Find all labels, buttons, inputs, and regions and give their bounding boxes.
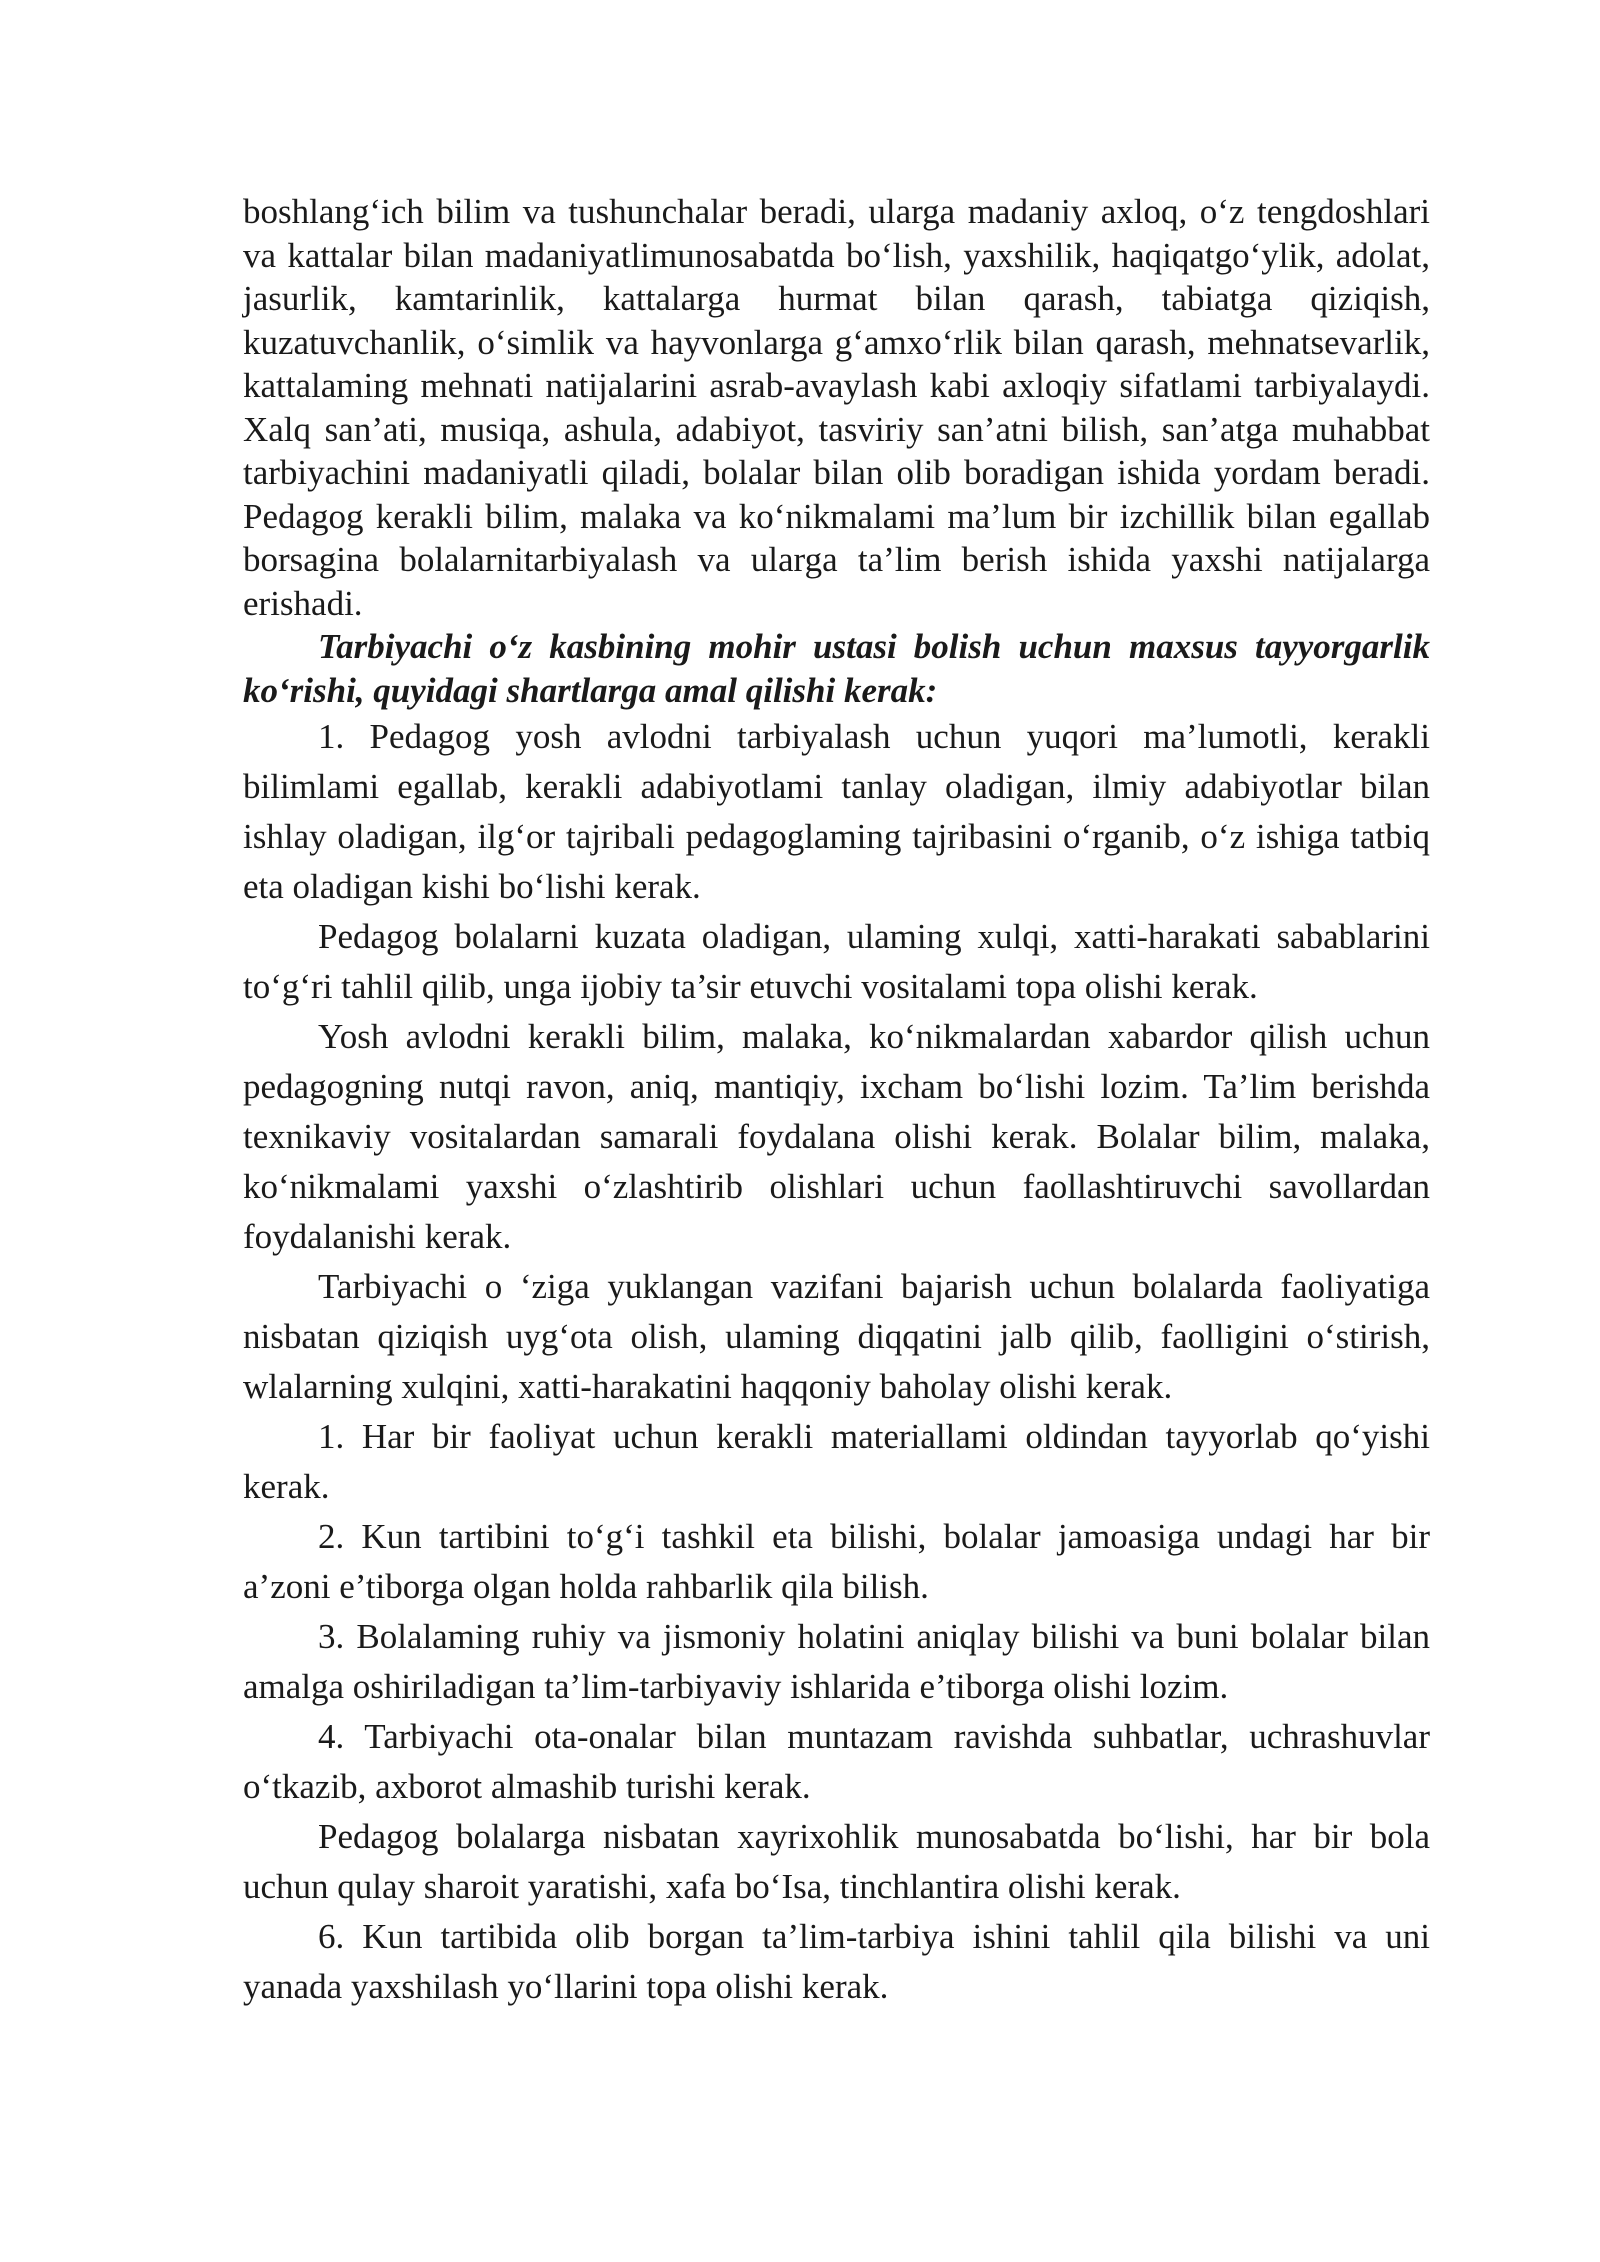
list-item-schedule: 2. Kun tartibini to‘g‘i tashkil eta bilishi, bolalar jamoasiga undagi har bir a’zoni e’tiborga olgan holda rahbarlik qila bilish. xyxy=(243,1517,1430,1606)
paragraph-observation: Pedagog bolalarni kuzata oladigan, ulaming xulqi, xatti-harakati sabablarini to‘g‘ri tahlil qilib, unga ijobiy ta’sir etuvchi vositalami topa olishi kerak. xyxy=(243,917,1430,1006)
list-item-materials: 1. Har bir faoliyat uchun kerakli materiallami oldindan tayyorlab qo‘yishi kerak. xyxy=(243,1417,1430,1506)
paragraph-intro-continuation: boshlang‘ich bilim va tushunchalar beradi, ularga madaniy axloq, o‘z tengdoshlari va kattalar bilan madaniyatlimunosabatda bo‘lish, yaxshilik, haqiqatgo‘ylik, adolat, jasurlik, kamtarinlik, kattalarga hurmat bilan qarash, tabiatga qiziqish, kuzatuvchanlik, o‘simlik va hayvonlarga g‘amxo‘rlik bilan qarash, mehnatsevarlik, kattalaming mehnati natijalarini asrab-avaylash kabi axloqiy sifatlami tarbiyalaydi. Xalq san’ati, musiqa, ashula, adabiyot, tasviriy san’atni bilish, san’atga muhabbat tarbiyachini madaniyatli qiladi, bolalar bilan olib boradigan ishida yordam beradi. Pedagog kerakli bilim, malaka va ko‘nikmalami ma’lum bir izchillik bilan egallab borsagina bolalarnitarbiyalash va ularga ta’lim berish ishida yaxshi natijalarga erishadi. xyxy=(243,192,1430,623)
list-item-health: 3. Bolalaming ruhiy va jismoniy holatini aniqlay bilishi va buni bolalar bilan amalga oshiriladigan ta’lim-tarbiyaviy ishlarida e’tiborga olishi lozim. xyxy=(243,1617,1430,1706)
list-item-1: 1. Pedagog yosh avlodni tarbiyalash uchun yuqori ma’lumotli, kerakli bilimlami egallab, kerakli adabiyotlami tanlay oladigan, ilmiy adabiyotlar bilan ishlay oladigan, ilg‘or tajribali pedagoglaming tajribasini o‘rganib, o‘z ishiga tatbiq eta oladigan kishi bo‘lishi kerak. xyxy=(243,717,1430,906)
section-heading: Tarbiyachi o‘z kasbining mohir ustasi bolish uchun maxsus tayyorgarlik ko‘rishi, quyidagi shartlarga amal qilishi kerak: xyxy=(243,627,1430,710)
document-page xyxy=(243,190,1430,2012)
paragraph-interest: Tarbiyachi o ‘ziga yuklangan vazifani bajarish uchun bolalarda faoliyatiga nisbatan qiziqish uyg‘ota olish, ulaming diqqatini jalb qilib, faolligini o‘stirish, wlalarning xulqini, xatti-harakatini haqqoniy baholay olishi kerak. xyxy=(243,1267,1430,1406)
paragraph-speech: Yosh avlodni kerakli bilim, malaka, ko‘nikmalardan xabardor qilish uchun pedagogning nutqi ravon, aniq, mantiqiy, ixcham bo‘lishi lozim. Ta’lim berishda texnikaviy vositalardan samarali foydalana olishi kerak. Bolalar bilim, malaka, ko‘nikmalami yaxshi o‘zlashtirib olishlari uchun faollashtiruvchi savollardan foydalanishi kerak. xyxy=(243,1017,1430,1256)
list-item-parents: 4. Tarbiyachi ota-onalar bilan muntazam ravishda suhbatlar, uchrashuvlar o‘tkazib, axborot almashib turishi kerak. xyxy=(243,1717,1430,1806)
paragraph-kindness: Pedagog bolalarga nisbatan xayrixohlik munosabatda bo‘lishi, har bir bola uchun qulay sharoit yaratishi, xafa bo‘Isa, tinchlantira olishi kerak. xyxy=(243,1817,1430,1906)
list-item-analysis: 6. Kun tartibida olib borgan ta’lim-tarbiya ishini tahlil qila bilishi va uni yanada yaxshilash yo‘llarini topa olishi kerak. xyxy=(243,1917,1430,2006)
